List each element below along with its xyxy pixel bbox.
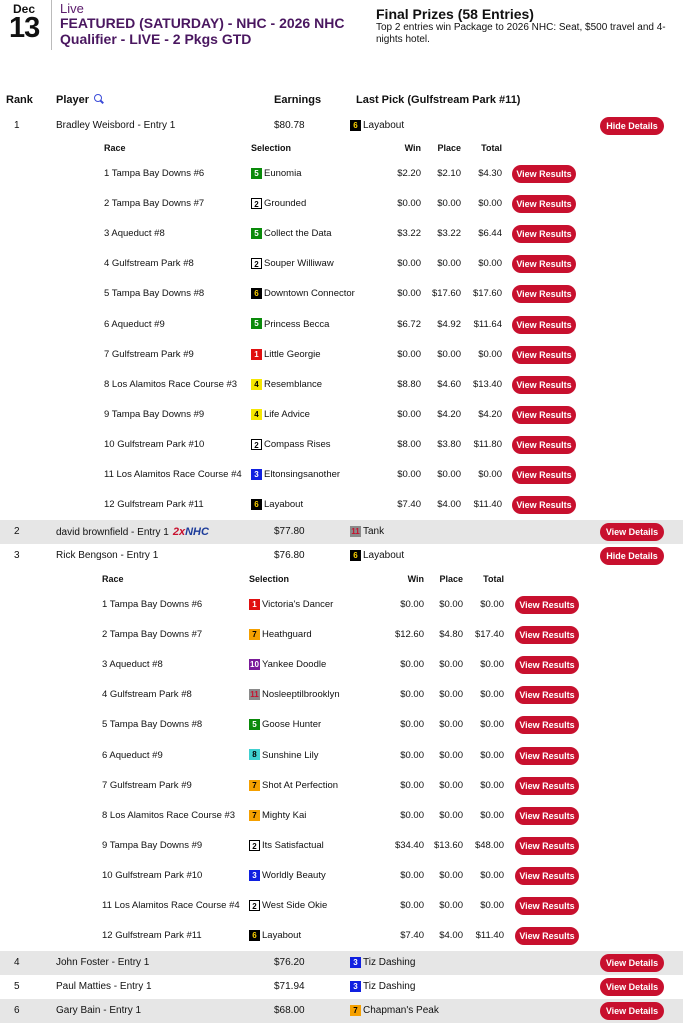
post-position-badge: 2 [251, 439, 262, 450]
win-value: $0.00 [400, 599, 424, 610]
view-results-button[interactable]: View Results [512, 165, 576, 183]
win-value: $0.00 [400, 869, 424, 881]
selection-horse: Life Advice [264, 408, 310, 420]
post-position-badge: 1 [249, 599, 260, 610]
win-value: $12.60 [394, 629, 424, 641]
selection [251, 159, 302, 189]
selection-horse: Eltonsingsanother [264, 469, 341, 480]
place-value: $4.00 [437, 499, 461, 511]
selection-horse: Little Georgie [264, 348, 321, 360]
race-row [0, 370, 683, 400]
leaderboard-row [0, 520, 683, 544]
total-value: $0.00 [480, 599, 504, 610]
earnings-value: $76.80 [274, 550, 305, 561]
race-name: 8 Los Alamitos Race Course #3 [102, 809, 236, 821]
place-value: $0.00 [439, 809, 463, 821]
win-value: $0.00 [400, 749, 424, 761]
post-position-badge: 7 [350, 1005, 361, 1016]
selection [249, 861, 326, 891]
post-position-badge: 5 [249, 719, 260, 730]
last-pick [350, 975, 415, 999]
race-name: 5 Tampa Bay Downs #8 [104, 288, 205, 300]
win-value: $34.40 [394, 839, 424, 851]
rank-value: 2 [14, 526, 20, 537]
view-details-button[interactable]: View Details [600, 523, 664, 541]
selection [249, 620, 312, 650]
race-row [0, 310, 683, 340]
race-name: 4 Gulfstream Park #8 [104, 258, 194, 270]
post-position-badge: 4 [251, 409, 262, 420]
total-value: $0.00 [480, 719, 504, 731]
race-row [0, 430, 683, 460]
race-row [0, 279, 683, 309]
leaderboard-row [0, 999, 683, 1023]
sub-column-race: Race [102, 574, 124, 584]
place-value: $13.60 [433, 839, 463, 851]
place-value: $4.80 [439, 629, 463, 641]
nhc-qualifier-badge: 2xNHC [172, 526, 209, 538]
total-value: $4.30 [478, 168, 502, 179]
earnings-value: $68.00 [274, 1005, 305, 1016]
view-results-button[interactable]: View Results [512, 406, 576, 424]
view-details-button[interactable]: View Details [600, 1002, 664, 1020]
race-name: 12 Gulfstream Park #11 [102, 930, 202, 942]
last-pick-horse: Chapman's Peak [363, 1005, 439, 1016]
total-value: $11.40 [475, 930, 504, 942]
search-icon[interactable] [94, 94, 102, 102]
place-value: $3.80 [437, 438, 461, 450]
post-position-badge: 3 [251, 469, 262, 480]
selection-horse: Resemblance [264, 378, 323, 390]
total-value: $0.00 [480, 689, 504, 701]
view-results-button[interactable]: View Results [515, 656, 579, 674]
view-results-button[interactable]: View Results [515, 716, 579, 734]
selection [249, 680, 340, 710]
leaderboard-row [0, 975, 683, 999]
total-value: $0.00 [480, 869, 504, 881]
view-details-button[interactable]: View Details [600, 954, 664, 972]
last-pick-horse: Layabout [363, 550, 405, 561]
view-results-button[interactable]: View Results [515, 837, 579, 855]
race-row [0, 831, 683, 861]
selection [251, 310, 329, 340]
last-pick-horse: Tiz Dashing [363, 981, 416, 992]
last-pick-horse: Tiz Dashing [363, 957, 416, 968]
selection [251, 490, 303, 520]
view-results-button[interactable]: View Results [515, 807, 579, 825]
race-name: 11 Los Alamitos Race Course #4 [102, 900, 240, 911]
win-value: $0.00 [397, 408, 421, 420]
last-pick [350, 520, 384, 544]
last-pick-horse: Tank [363, 526, 385, 537]
selection-horse: Collect the Data [264, 228, 332, 240]
post-position-badge: 5 [251, 228, 262, 239]
view-results-button[interactable]: View Results [512, 255, 576, 273]
selection-horse: Princess Becca [264, 318, 330, 330]
last-pick [350, 114, 404, 138]
race-row [0, 771, 683, 801]
place-value: $2.10 [437, 168, 461, 179]
earnings-value: $80.78 [274, 120, 305, 131]
post-position-badge: 2 [249, 900, 260, 911]
win-value: $0.00 [400, 900, 424, 911]
view-results-button[interactable]: View Results [512, 436, 576, 454]
race-name: 6 Aqueduct #9 [102, 749, 163, 761]
player-name[interactable]: Paul Matties - Entry 1 [56, 981, 152, 992]
place-value: $0.00 [437, 198, 461, 210]
selection-horse: West Side Okie [262, 900, 328, 911]
post-position-badge: 11 [250, 690, 259, 700]
selection [249, 650, 326, 680]
column-earnings: Earnings [274, 94, 322, 106]
selection-horse: Grounded [264, 198, 307, 210]
selection [251, 400, 310, 430]
selection-horse: Downtown Connector [264, 288, 355, 300]
win-value: $7.40 [400, 930, 424, 942]
view-details-button[interactable]: View Details [600, 978, 664, 996]
place-value: $4.20 [437, 408, 461, 420]
selection-horse: Worldly Beauty [262, 869, 326, 881]
view-results-button[interactable]: View Results [515, 686, 579, 704]
post-position-badge: 1 [251, 349, 262, 360]
total-value: $0.00 [480, 659, 504, 671]
win-value: $7.40 [397, 499, 421, 511]
selection-horse: Souper Williwaw [264, 258, 334, 270]
win-value: $0.00 [397, 258, 421, 270]
win-value: $8.00 [397, 438, 421, 450]
date-day: 13 [9, 12, 40, 44]
race-row [0, 590, 683, 620]
selection-horse: Goose Hunter [262, 719, 322, 731]
total-value: $0.00 [478, 198, 502, 210]
selection [251, 249, 334, 279]
prizes-description: Top 2 entries win Package to 2026 NHC: Seat, $500 travel and 4-nights hotel. [376, 22, 666, 45]
selection [249, 710, 321, 740]
post-position-badge: 6 [350, 120, 361, 131]
last-pick-horse: Layabout [363, 120, 405, 131]
selection [251, 189, 306, 219]
selection [251, 370, 322, 400]
selection [251, 430, 331, 460]
column-player [56, 94, 102, 106]
win-value: $0.00 [400, 809, 424, 821]
post-position-badge: 6 [251, 288, 262, 299]
race-name: 2 Tampa Bay Downs #7 [102, 629, 203, 641]
total-value: $0.00 [478, 258, 502, 270]
rank-value: 6 [14, 1005, 20, 1016]
header-divider [51, 0, 52, 50]
place-value: $0.00 [439, 749, 463, 761]
win-value: $0.00 [400, 659, 424, 671]
total-value: $13.40 [472, 378, 502, 390]
win-value: $0.00 [397, 288, 421, 300]
place-value: $0.00 [439, 900, 463, 911]
post-position-badge: 3 [249, 870, 260, 881]
last-pick [350, 544, 404, 568]
win-value: $8.80 [397, 378, 421, 390]
selection-horse: Victoria's Dancer [262, 599, 334, 610]
race-row [0, 189, 683, 219]
selection-horse: Its Satisfactual [262, 839, 324, 851]
selection-horse: Eunomia [264, 168, 302, 179]
selection-horse: Sunshine Lily [262, 749, 319, 761]
place-value: $0.00 [439, 779, 463, 791]
view-results-button[interactable]: View Results [515, 897, 579, 915]
post-position-badge: 5 [251, 318, 262, 329]
view-results-button[interactable]: View Results [515, 777, 579, 795]
view-results-button[interactable]: View Results [515, 596, 579, 614]
post-position-badge: 3 [350, 957, 361, 968]
race-name: 9 Tampa Bay Downs #9 [104, 408, 205, 420]
post-position-badge: 3 [350, 981, 361, 992]
race-name: 7 Gulfstream Park #9 [102, 779, 192, 791]
earnings-value: $71.94 [274, 981, 305, 992]
total-value: $48.00 [474, 839, 504, 851]
last-pick [350, 951, 415, 975]
race-name: 1 Tampa Bay Downs #6 [104, 168, 205, 179]
post-position-badge: 7 [249, 810, 260, 821]
selection-horse: Layabout [262, 930, 302, 942]
prizes-title: Final Prizes (58 Entries) [376, 6, 534, 22]
selection [251, 460, 340, 490]
place-value: $17.60 [431, 288, 461, 300]
selection-horse: Shot At Perfection [262, 779, 339, 791]
rank-value: 1 [14, 120, 20, 131]
race-row [0, 460, 683, 490]
hide-details-button[interactable]: Hide Details [600, 547, 664, 565]
contest-title: FEATURED (SATURDAY) - NHC - 2026 NHC Qualifier - LIVE - 2 Pkgs GTD [60, 15, 345, 47]
race-name: 2 Tampa Bay Downs #7 [104, 198, 205, 210]
total-value: $11.80 [473, 438, 502, 450]
selection [251, 219, 332, 249]
selection [251, 340, 321, 370]
view-results-button[interactable]: View Results [515, 747, 579, 765]
sub-column-race: Race [104, 143, 126, 153]
player-name[interactable]: Rick Bengson - Entry 1 [56, 550, 159, 561]
race-name: 9 Tampa Bay Downs #9 [102, 839, 203, 851]
race-name: 11 Los Alamitos Race Course #4 [104, 469, 242, 480]
total-value: $4.20 [478, 408, 502, 420]
race-row [0, 861, 683, 891]
race-name: 3 Aqueduct #8 [104, 228, 165, 240]
win-value: $2.20 [397, 168, 421, 179]
post-position-badge: 2 [249, 840, 260, 851]
selection [249, 741, 319, 771]
player-name[interactable]: Bradley Weisbord - Entry 1 [56, 120, 176, 131]
view-results-button[interactable]: View Results [512, 316, 576, 334]
race-name: 10 Gulfstream Park #10 [102, 869, 203, 881]
view-results-button[interactable]: View Results [512, 195, 576, 213]
player-name[interactable]: david brownfield - Entry 1 2xNHC [56, 526, 209, 538]
race-name: 5 Tampa Bay Downs #8 [102, 719, 203, 731]
post-position-badge: 6 [251, 499, 262, 510]
post-position-badge: 2 [251, 258, 262, 269]
selection-horse: Yankee Doodle [262, 659, 327, 671]
race-row [0, 891, 683, 921]
race-name: 8 Los Alamitos Race Course #3 [104, 378, 238, 390]
sub-column-win: Win [404, 143, 421, 153]
place-value: $4.60 [437, 378, 461, 390]
total-value: $11.64 [473, 318, 502, 330]
win-value: $0.00 [397, 198, 421, 210]
selection [251, 279, 355, 309]
race-name: 6 Aqueduct #9 [104, 318, 165, 330]
post-position-badge: 11 [351, 526, 360, 536]
race-row [0, 921, 683, 951]
selection-horse: Mighty Kai [262, 809, 307, 821]
column-last-pick: Last Pick (Gulfstream Park #11) [356, 94, 521, 106]
win-value: $0.00 [397, 469, 421, 480]
total-value: $0.00 [480, 749, 504, 761]
post-position-badge: 2 [251, 198, 262, 209]
total-value: $0.00 [478, 469, 502, 480]
total-value: $0.00 [480, 779, 504, 791]
earnings-value: $76.20 [274, 957, 305, 968]
selection [249, 771, 338, 801]
total-value: $17.40 [474, 629, 504, 641]
view-results-button[interactable]: View Results [515, 867, 579, 885]
race-name: 3 Aqueduct #8 [102, 659, 163, 671]
view-results-button[interactable]: View Results [512, 225, 576, 243]
win-value: $0.00 [400, 779, 424, 791]
race-row [0, 219, 683, 249]
place-value: $0.00 [437, 258, 461, 270]
earnings-value: $77.80 [274, 526, 305, 537]
race-row [0, 249, 683, 279]
place-value: $0.00 [439, 719, 463, 731]
race-name: 12 Gulfstream Park #11 [104, 499, 204, 511]
total-value: $11.40 [473, 499, 502, 511]
sub-column-win: Win [407, 574, 424, 584]
contest-status: Live [60, 1, 84, 16]
leaderboard-row [0, 114, 683, 138]
win-value: $0.00 [400, 689, 424, 701]
column-rank: Rank [6, 94, 33, 106]
player-name[interactable]: John Foster - Entry 1 [56, 957, 150, 968]
sub-column-total: Total [483, 574, 504, 584]
view-results-button[interactable]: View Results [512, 466, 576, 484]
total-value: $0.00 [480, 900, 504, 911]
win-value: $3.22 [397, 228, 421, 240]
race-row [0, 490, 683, 520]
post-position-badge: 6 [249, 930, 260, 941]
column-player-label: Player [56, 94, 90, 106]
place-value: $4.00 [439, 930, 463, 942]
selection [249, 831, 324, 861]
race-row [0, 620, 683, 650]
sub-column-selection: Selection [251, 143, 292, 153]
selection [249, 891, 327, 921]
total-value: $6.44 [478, 228, 502, 240]
leaderboard-row [0, 951, 683, 975]
leaderboard-row [0, 544, 683, 568]
place-value: $0.00 [439, 599, 463, 610]
race-name: 4 Gulfstream Park #8 [102, 689, 192, 701]
post-position-badge: 10 [250, 660, 259, 670]
date-month: Dec [13, 2, 36, 16]
view-results-button[interactable]: View Results [512, 346, 576, 364]
selection [249, 590, 333, 620]
total-value: $17.60 [472, 288, 502, 300]
selection-horse: Compass Rises [264, 438, 331, 450]
post-position-badge: 8 [249, 749, 260, 760]
race-row [0, 741, 683, 771]
race-row [0, 650, 683, 680]
view-results-button[interactable]: View Results [515, 927, 579, 945]
view-results-button[interactable]: View Results [512, 496, 576, 514]
post-position-badge: 7 [249, 629, 260, 640]
last-pick [350, 999, 439, 1023]
sub-column-selection: Selection [249, 574, 290, 584]
race-row [0, 340, 683, 370]
place-value: $0.00 [437, 469, 461, 480]
place-value: $0.00 [439, 869, 463, 881]
selection-horse: Nosleeptilbrooklyn [262, 689, 340, 701]
place-value: $0.00 [437, 348, 461, 360]
sub-column-place: Place [439, 574, 463, 584]
sub-column-place: Place [437, 143, 461, 153]
player-name[interactable]: Gary Bain - Entry 1 [56, 1005, 142, 1016]
race-name: 7 Gulfstream Park #9 [104, 348, 194, 360]
selection [249, 921, 301, 951]
place-value: $4.92 [437, 318, 461, 330]
win-value: $0.00 [400, 719, 424, 731]
place-value: $0.00 [439, 659, 463, 671]
view-results-button[interactable]: View Results [512, 285, 576, 303]
rank-value: 4 [14, 957, 20, 968]
selection-horse: Layabout [264, 499, 304, 511]
view-results-button[interactable]: View Results [515, 626, 579, 644]
race-row [0, 400, 683, 430]
race-row [0, 680, 683, 710]
win-value: $6.72 [397, 318, 421, 330]
post-position-badge: 7 [249, 780, 260, 791]
race-row [0, 710, 683, 740]
race-name: 1 Tampa Bay Downs #6 [102, 599, 203, 610]
rank-value: 5 [14, 981, 20, 992]
selection-horse: Heathguard [262, 629, 312, 641]
post-position-badge: 6 [350, 550, 361, 561]
win-value: $0.00 [397, 348, 421, 360]
race-name: 10 Gulfstream Park #10 [104, 438, 205, 450]
total-value: $0.00 [478, 348, 502, 360]
race-row [0, 801, 683, 831]
place-value: $3.22 [437, 228, 461, 240]
place-value: $0.00 [439, 689, 463, 701]
nhc-badge-brand: NHC [185, 526, 209, 538]
sub-column-total: Total [481, 143, 502, 153]
rank-value: 3 [14, 550, 20, 561]
total-value: $0.00 [480, 809, 504, 821]
selection [249, 801, 306, 831]
post-position-badge: 4 [251, 379, 262, 390]
view-results-button[interactable]: View Results [512, 376, 576, 394]
race-row [0, 159, 683, 189]
post-position-badge: 5 [251, 168, 262, 179]
hide-details-button[interactable]: Hide Details [600, 117, 664, 135]
